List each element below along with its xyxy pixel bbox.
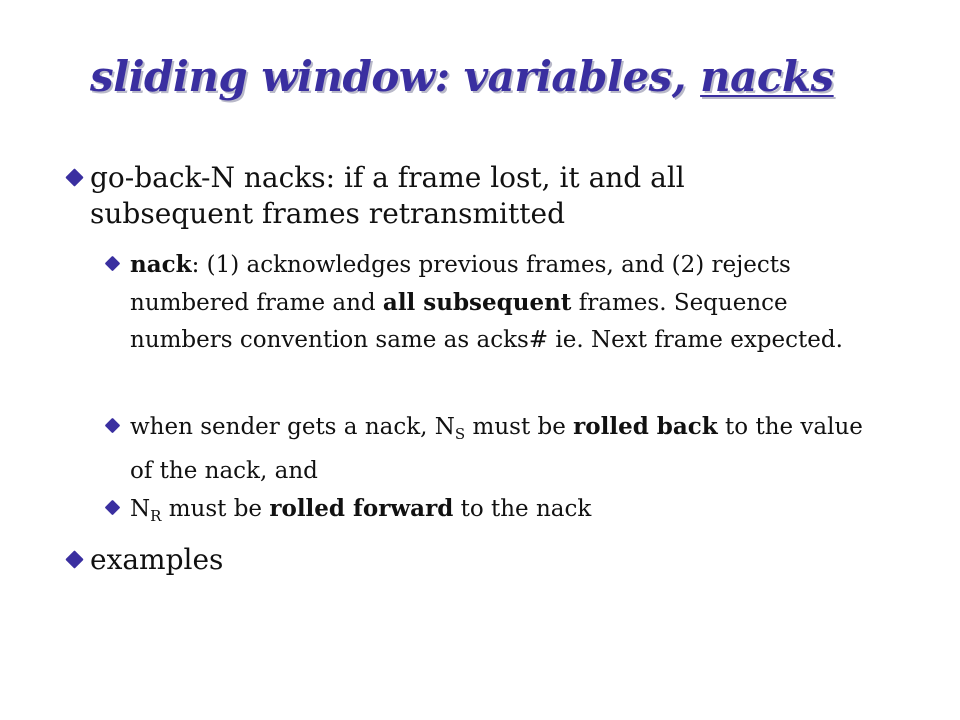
text-run: must be xyxy=(465,414,574,440)
title-text: sliding window: variables, xyxy=(90,52,686,101)
title-link-nacks[interactable]: nacks xyxy=(700,52,834,101)
bold-term: rolled back xyxy=(573,413,718,440)
diamond-bullet-icon xyxy=(105,256,121,272)
subbullet-nack-definition xyxy=(130,246,890,359)
bold-term: all subsequent xyxy=(382,289,572,316)
bullet-examples xyxy=(90,542,810,578)
subscript: R xyxy=(150,507,162,525)
text-run: to the nack xyxy=(453,496,592,522)
text-run: : (1) acknowledges previous frames, and (2) rejects numbered frame and xyxy=(130,252,791,316)
diamond-bullet-icon xyxy=(105,418,121,434)
bullet-go-back-n xyxy=(90,160,810,232)
bullet-text: examples xyxy=(90,543,224,576)
text-run: must be xyxy=(161,496,270,522)
bullet-text: go-back-N nacks: if a frame lost, it and all subsequent frames retransmitted xyxy=(90,161,685,230)
text-run: to the value of the nack, and xyxy=(130,414,863,484)
text-run: frames. Sequence numbers convention same as acks# ie. Next frame expected. xyxy=(130,290,843,353)
text-run: when sender gets a nack, N xyxy=(130,414,455,440)
subbullet-nr-rolled-forward xyxy=(130,490,890,535)
diamond-bullet-icon xyxy=(65,550,83,568)
subscript: S xyxy=(454,425,466,443)
bold-term: nack xyxy=(130,251,192,278)
diamond-bullet-icon xyxy=(65,168,83,186)
diamond-bullet-icon xyxy=(105,500,121,516)
subbullet-sender-nack xyxy=(130,408,890,490)
text-run: N xyxy=(130,496,151,522)
bold-term: rolled forward xyxy=(269,495,454,522)
slide-title xyxy=(90,52,834,101)
